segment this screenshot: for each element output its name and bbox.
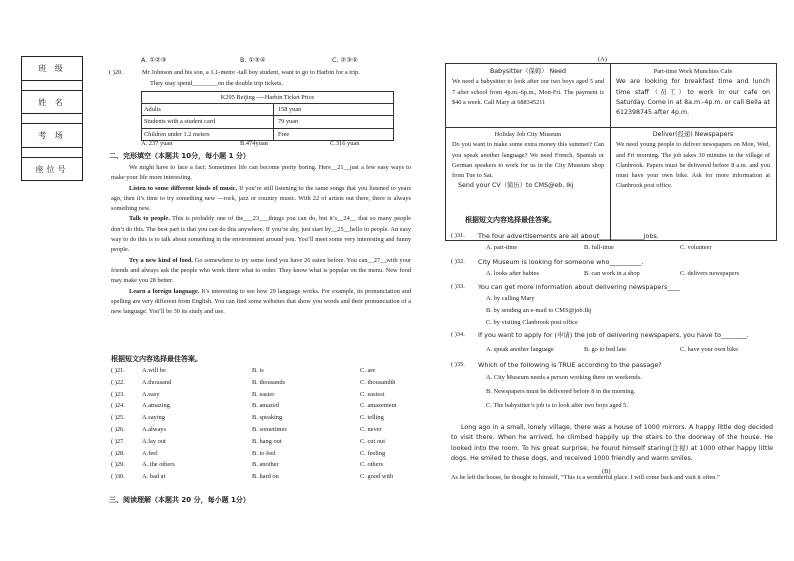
ticket-price-table — [141, 91, 394, 141]
answer-blank[interactable]: ( )22. — [111, 378, 125, 386]
ticket-price: 79 yuan — [278, 118, 299, 126]
option-b: B. hang out — [252, 437, 282, 445]
q20-line2: They may spend________on the double trip tickets. — [150, 80, 283, 87]
option-a: A. the others — [142, 461, 175, 469]
ad-contact: Send your CV（简历）to CMS@eb. Ikj — [458, 182, 574, 190]
option-b: B. sometimes — [252, 426, 287, 433]
option-a: A. part-time — [486, 244, 518, 251]
ad-body: Do you want to make some extra money this summer? Can you speak another language? We need French, Spanish or German speakers to work for us in the City Museum shop from Tue to Sat. — [452, 141, 604, 180]
seat-number-field[interactable] — [22, 158, 82, 181]
option-c: C. amazement — [360, 402, 397, 410]
option-b: B. full-time — [584, 244, 614, 251]
ticket-category: Students with a student card — [142, 116, 274, 127]
q20-line1: Mr Johnson and his son, a 1.1-metre -tall boy student, want to go to Harbin for a trip. — [142, 69, 360, 76]
answer-blank[interactable]: ( )33. — [451, 283, 465, 290]
question-stem: If you want to apply for (申请) the job of delivering newspapers, you have to________. — [478, 331, 749, 339]
option-a: A.easy — [142, 390, 160, 398]
option-b: B. amazed — [252, 402, 279, 410]
passage-b-end — [451, 473, 773, 483]
option-b: B. Newspapers must be delivered before 8 in the morning. — [486, 388, 636, 395]
q20-number[interactable]: ( )20. — [109, 69, 123, 76]
question-stem: Which of the following is TRUE according to the passage? — [478, 361, 662, 369]
part-a-label: (A) — [598, 56, 607, 63]
ad-title: Part-time Work Munchies Cafe — [653, 68, 733, 75]
answer-blank[interactable]: ( )26. — [111, 426, 125, 433]
option-a: A.lay out — [142, 437, 166, 445]
answer-blank[interactable]: ( )21. — [111, 367, 125, 374]
answer-blank[interactable]: ( )25. — [111, 414, 125, 422]
q19-option-c: C. ②③⑤ — [332, 56, 358, 64]
cloze-paragraph-text: This is probably one of the___23___things you can do, but it’s__24__ that so many people don’t do this. The best part is that you can do this anywhere. If you’re shy, just start by__25__hello to people. An easy way to do this is to talk about something in the environment around you. You’ll meet some very interesting and funny people. — [111, 215, 411, 254]
option-a: A. looks after babies — [486, 270, 539, 277]
answer-blank[interactable]: ( )29. — [111, 461, 125, 469]
q20-option-a: A. 237 yuan — [141, 140, 173, 147]
option-c: C. cut out — [360, 437, 386, 445]
option-b: B. can work in a shop — [584, 270, 640, 277]
option-a: A. bad at — [142, 473, 166, 481]
grid-divider — [446, 127, 776, 128]
option-b: B. is — [252, 367, 264, 374]
student-info-box — [21, 56, 83, 181]
cloze-paragraph-text: Go somewhere to try some food you have 26 eaten before. You can__27__with your friends and always ask the people who work there what to order. They know what is popular on the menu. New food may make you 28 better. — [111, 256, 411, 285]
option-a: A. speak another language — [486, 346, 554, 353]
option-b: B. to feel — [252, 449, 276, 457]
cloze-lead: Listen to some different kinds of music. — [129, 184, 238, 192]
option-b: B. hard on — [252, 473, 279, 481]
ticket-table-header: K295 Beijing ----Harbin Ticket Price — [142, 92, 393, 104]
cloze-paragraph-text: If you’re still listening to the same songs that you listened to years ago, then it’s time to try something new —rock, jazz or country music. With 22 of artists out there, there is always something new. — [111, 184, 411, 213]
option-a: A.always — [142, 426, 166, 433]
option-a: A.thousand — [142, 378, 172, 386]
q20-option-c: C.316 yuan — [330, 140, 360, 147]
seat-number-label: 座位号 — [35, 164, 69, 174]
ad-body: We need a babysitter to look after our two boys aged 5 and 7 after school from 4p.m.-6p.m., Mon-Fri. The payment is $40 a week. Call Mary at 688345211 — [452, 78, 604, 106]
table-row — [142, 129, 393, 140]
newspaper-ad — [616, 130, 770, 192]
option-a: A.feel — [142, 449, 158, 457]
option-c: C. delivers newspapers — [680, 270, 740, 277]
table-row — [142, 104, 393, 116]
option-b: B. another — [252, 461, 279, 469]
cloze-paragraph-5 — [111, 287, 411, 318]
option-c: C. have your own bike — [680, 346, 739, 353]
option-c: C. by visiting Clanbrook post office — [486, 319, 578, 326]
question-stem: The four advertisements are all about______________jobs. — [478, 232, 659, 240]
ad-title: Babysitter（保姆） Need — [490, 68, 566, 75]
ticket-category: Children under 1.2 meters — [142, 129, 274, 140]
answer-blank[interactable]: ( )34. — [451, 331, 465, 338]
option-c: C. feeling — [360, 449, 386, 457]
question-stem: You can get more information about delivering newspapers____ — [478, 283, 681, 291]
option-b: B. go to bed late — [584, 346, 627, 353]
option-c: C. good with — [360, 473, 394, 481]
passage-b-text: Long ago in a small, lonely village, there was a house of 1000 mirrors. A happy little dog decided to visit there. When he arrived, he climbed happily up the stairs to the doorway of the house. He looked into the room. To his great surprise, he found himself staring(注视) at 1000 other happy little dogs. He smiled to these dogs, and received 1000 friendly and warm smiles. — [451, 424, 773, 462]
answer-blank[interactable]: ( )23. — [111, 390, 125, 398]
cloze-lead: Learn a foreign language. — [129, 287, 200, 295]
name-label: 姓 名 — [38, 97, 66, 107]
answer-blank[interactable]: ( )35. — [451, 361, 465, 368]
option-c: C. others — [360, 461, 384, 469]
section3-title: 三、阅读理解（本题共 20 分，每小题 1分） — [109, 496, 250, 504]
q19-option-b: B. ①③④ — [240, 56, 266, 64]
option-a: A.saying — [142, 414, 165, 422]
table-row — [142, 116, 393, 128]
ticket-price: 158 yuan — [278, 106, 302, 114]
cloze-lead: Talk to people. — [129, 215, 170, 223]
option-c: C. telling — [360, 414, 384, 422]
option-a: A. City Museum needs a person working there on weekends. — [486, 374, 642, 381]
grid-divider — [610, 64, 611, 240]
exam-room-label: 考 场 — [38, 131, 66, 140]
cloze-paragraph-4 — [111, 256, 411, 287]
part-b-label: (B) — [602, 468, 611, 475]
cloze-paragraph-2 — [111, 184, 411, 215]
info-spacer — [22, 81, 82, 91]
option-b: B. thousands — [252, 378, 286, 386]
option-c: C. are — [360, 367, 376, 374]
option-c: C. thousandth — [360, 378, 396, 386]
answer-blank[interactable]: ( )31. — [451, 232, 465, 239]
option-b: B. by sending an e-mail to CMS@job.Ikj — [486, 307, 592, 314]
cloze-passage — [111, 163, 411, 317]
option-c: C. volunteer — [680, 244, 712, 251]
passage-b — [451, 423, 773, 464]
cloze-paragraph-text: It’s interesting to see how 29 language works. For example, its pronunciation and spelling are very different from English. You can find some websites that show you words and their pronunciation of a new language. You’ll be 30 its study and use. — [111, 287, 412, 316]
class-label: 班 级 — [38, 64, 66, 73]
option-b: B. easier — [252, 390, 275, 398]
option-c: C. never — [360, 426, 382, 433]
answer-blank[interactable]: ( )27. — [111, 437, 125, 445]
name-field[interactable] — [22, 91, 82, 115]
cloze-instruction: 根据短文内容选择最佳答案。 — [111, 355, 202, 363]
reading-instruction: 根据短文内容选择最佳答案。 — [465, 216, 556, 224]
museum-ad — [452, 130, 604, 192]
info-spacer — [22, 114, 82, 124]
option-a: A.amazing — [142, 402, 170, 410]
advertisement-grid — [445, 63, 777, 241]
q19-option-a: A. ①②③ — [141, 56, 167, 64]
answer-blank[interactable]: ( )32. — [451, 258, 465, 265]
cafe-ad — [616, 67, 770, 118]
answer-blank[interactable]: ( )28. — [111, 449, 125, 457]
ad-body: We are looking for breakfast time and lunch time staff（员工）to work in our cafe on Saturday. Come in at 8a.m.-4p.m. or call Bella at 612398745 after 4p.m. — [616, 78, 770, 117]
option-a: A.will be — [142, 367, 166, 374]
passage-b-end-text: As he left the house, he thought to himself, “This is a wonderful place. I will come back and visit it often.” — [451, 474, 720, 481]
ad-body: We need young people to deliver newspapers on Mon, Wed, and Fri morning. The job takes 30 minutes in the village of Clanbrook. Papers must be delivered before 8 a.m. and you must have your own bike. Ask for more information at Clanbrook post office. — [616, 141, 770, 190]
exam-room-field[interactable] — [22, 124, 82, 148]
cloze-paragraph-3 — [111, 214, 411, 255]
class-field[interactable] — [22, 57, 82, 81]
option-a: A. by calling Mary — [486, 295, 535, 302]
question-stem: City Museum is looking for someone who__________. — [478, 258, 644, 266]
cloze-lead: Try a new kind of food. — [129, 256, 193, 264]
ticket-category: Adults — [142, 104, 274, 115]
option-b: B. speaking — [252, 414, 283, 422]
option-c: C. The babysitter’s job is to look after two boys aged 5. — [486, 402, 628, 409]
ad-title: Holiday Job City Museum — [494, 131, 562, 138]
answer-blank[interactable]: ( )30. — [111, 473, 125, 481]
answer-blank[interactable]: ( )24. — [111, 402, 125, 410]
babysitter-ad — [452, 67, 604, 108]
section2-title: 二、完形填空（本题共 10分，每小题 1 分） — [109, 152, 250, 160]
info-spacer — [22, 148, 82, 158]
cloze-paragraph-1: We might have to face a fact: Sometimes life can become pretty boring. Here__21__just a few easy ways to make your life more interesting. — [111, 164, 411, 182]
q20-option-b: B.474yuan — [240, 140, 268, 147]
ad-title: Deliver(投递) Newspapers — [652, 131, 734, 138]
ticket-price: Free — [278, 130, 290, 138]
option-c: C. easiest — [360, 390, 385, 398]
